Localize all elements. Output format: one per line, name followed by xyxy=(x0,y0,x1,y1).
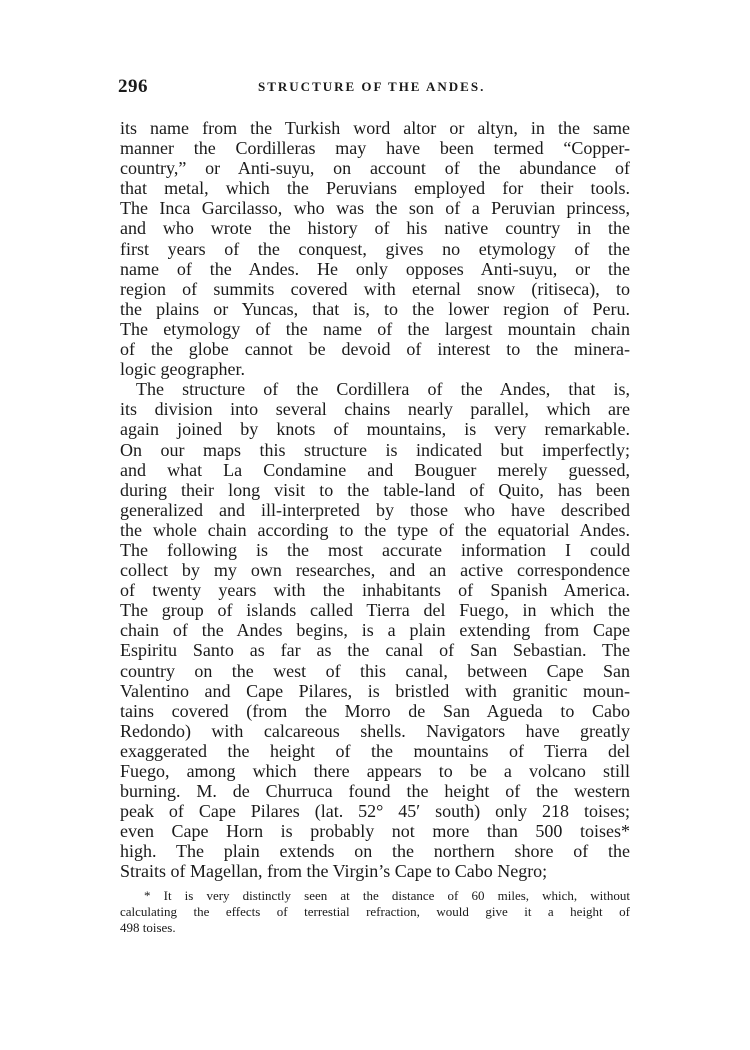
text-line: the plains or Yuncas, that is, to the lower region of Peru. xyxy=(120,298,630,319)
footnote xyxy=(120,888,630,936)
text-line: peak of Cape Pilares (lat. 52° 45′ south) only 218 toises; xyxy=(120,801,630,822)
text-line: of twenty years with the inhabitants of Spanish America. xyxy=(120,580,630,601)
text-line: burning. M. de Churruca found the height of the western xyxy=(120,781,630,802)
text-line: even Cape Horn is probably not more than 500 toises* xyxy=(120,821,630,842)
text-line: The group of islands called Tierra del Fuego, in which the xyxy=(120,600,630,621)
text-line: its division into several chains nearly parallel, which are xyxy=(120,399,630,420)
text-line: The following is the most accurate information I could xyxy=(120,539,630,560)
running-header xyxy=(118,76,628,98)
text-line: Straits of Magellan, from the Virgin’s Cape to Cabo Negro; xyxy=(120,861,548,882)
text-line: of the globe cannot be devoid of interest to the minera- xyxy=(120,339,630,360)
running-title: STRUCTURE OF THE ANDES. xyxy=(258,79,486,94)
text-line: and what La Condamine and Bouguer merely guessed, xyxy=(120,459,630,480)
text-line: Espiritu Santo as far as the canal of San Sebastian. The xyxy=(120,640,630,661)
text-line: Fuego, among which there appears to be a volcano still xyxy=(120,761,630,781)
text-line: tains covered (from the Morro de San Agueda to Cabo xyxy=(120,700,630,721)
text-line: logic geographer. xyxy=(120,359,245,380)
text-line: On our maps this structure is indicated but imperfectly; xyxy=(120,439,630,460)
text-line: country,” or Anti-suyu, on account of the abundance of xyxy=(120,158,630,179)
text-line: manner the Cordilleras may have been termed “Copper- xyxy=(120,138,630,159)
text-line: its name from the Turkish word altor or altyn, in the same xyxy=(120,118,630,138)
text-line: the whole chain according to the type of the equatorial Andes. xyxy=(120,519,630,540)
text-line: country on the west of this canal, between Cape San xyxy=(120,660,630,681)
body-text xyxy=(120,118,630,882)
text-line: The structure of the Cordillera of the Andes, that is, xyxy=(136,379,630,400)
text-line: The etymology of the name of the largest mountain chain xyxy=(120,318,630,339)
text-line: exaggerated the height of the mountains of Tierra del xyxy=(120,740,630,761)
text-line: Redondo) with calcareous shells. Navigators have greatly xyxy=(120,720,630,741)
text-line: during their long visit to the table-land of Quito, has been xyxy=(120,479,630,500)
text-line: that metal, which the Peruvians employed for their tools. xyxy=(120,178,630,199)
footnote-line: * It is very distinctly seen at the distance of 60 miles, which, without xyxy=(144,888,630,903)
text-line: again joined by knots of mountains, is very remarkable. xyxy=(120,419,630,440)
text-line: chain of the Andes begins, is a plain extending from Cape xyxy=(120,620,630,641)
text-line: and who wrote the history of his native country in the xyxy=(120,218,630,239)
text-line: region of summits covered with eternal snow (ritiseca), to xyxy=(120,278,630,299)
page-number: 296 xyxy=(118,76,148,97)
footnote-line: calculating the effects of terrestial refraction, would give it a height of xyxy=(120,904,630,919)
text-line: high. The plain extends on the northern shore of the xyxy=(120,841,630,862)
text-line: first years of the conquest, gives no etymology of the xyxy=(120,238,630,259)
text-line: The Inca Garcilasso, who was the son of a Peruvian princess, xyxy=(120,198,630,219)
text-line: name of the Andes. He only opposes Anti-suyu, or the xyxy=(120,258,630,279)
footnote-line: 498 toises. xyxy=(120,920,176,935)
text-line: Valentino and Cape Pilares, is bristled with granitic moun- xyxy=(120,680,630,701)
text-line: generalized and ill-interpreted by those who have described xyxy=(120,499,630,520)
text-line: collect by my own researches, and an active correspondence xyxy=(120,560,630,581)
